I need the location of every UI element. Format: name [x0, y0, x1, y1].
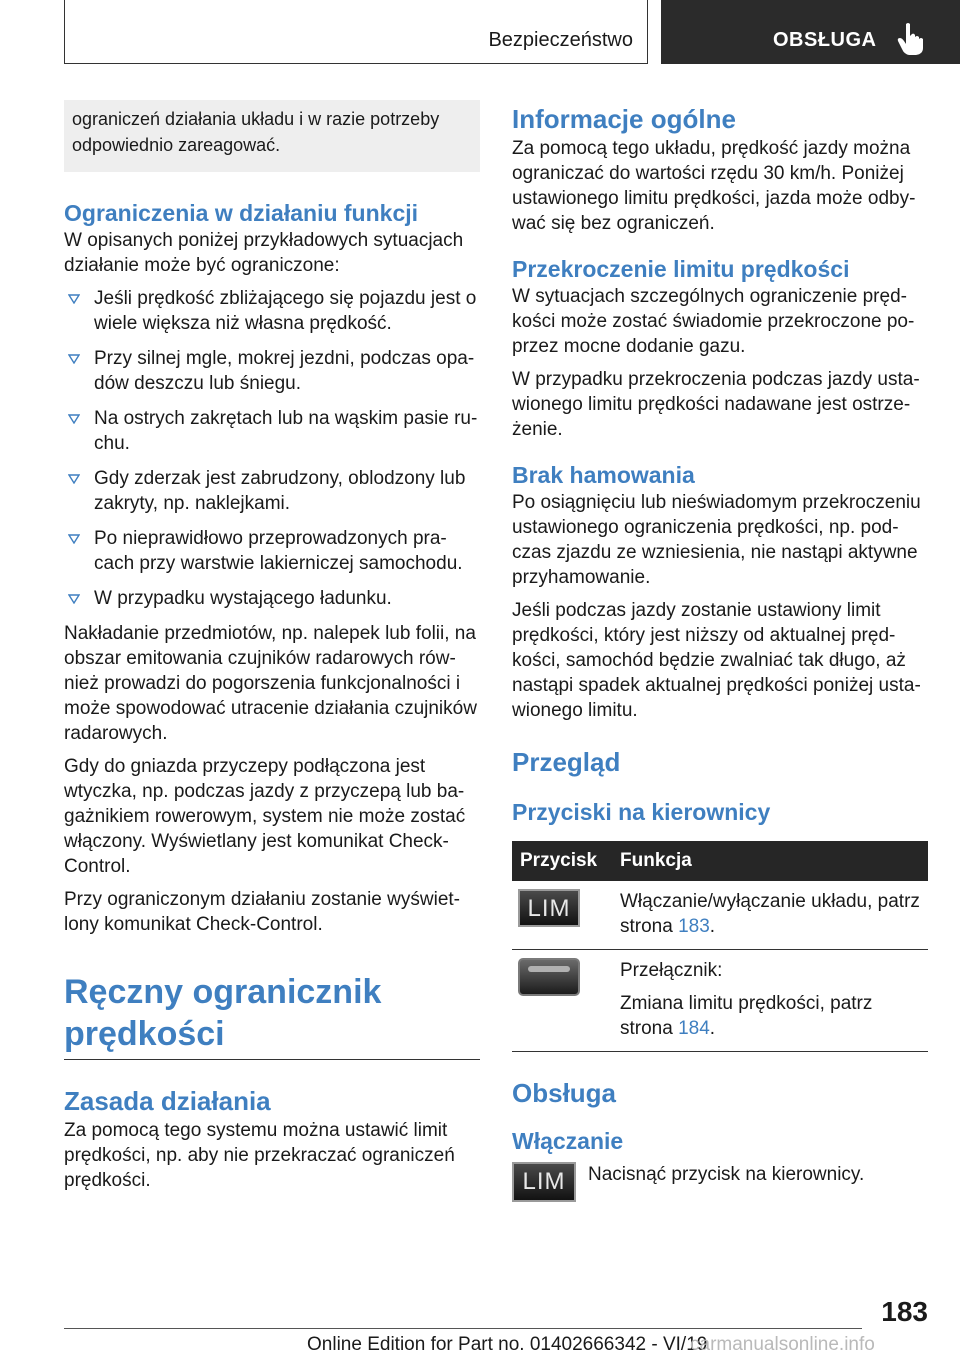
list-item-text: Gdy zderzak jest zabrudzony, oblodzony lub zakryty, np. naklejkami.	[94, 468, 466, 514]
list-item	[64, 346, 480, 396]
table-cell-icon	[512, 950, 612, 1052]
buttons-heading: Przyciski na kierownicy	[512, 799, 771, 825]
limits-list	[64, 286, 480, 611]
list-item	[64, 286, 480, 336]
exceed-text-1: W sytuacjach szczególnych ograniczenie prędkości może zostać świadomie przekroczone poprzez mocne dodanie gazu.	[512, 286, 915, 357]
col-header-button: Przycisk	[512, 841, 612, 881]
page-link-183[interactable]: 183	[678, 916, 710, 937]
chapter-title: OBSŁUGA	[773, 29, 877, 51]
watermark: carmanualsonline.info	[690, 1334, 875, 1355]
triangle-bullet-icon	[68, 594, 80, 604]
row2-text-a: Przełącznik:	[620, 960, 723, 981]
list-item	[64, 526, 480, 576]
operation-heading: Obsługa	[512, 1078, 617, 1108]
table-cell-function: Włączanie/wyłączanie układu, patrz strona 183.	[612, 881, 928, 950]
footer-rule	[64, 1328, 862, 1329]
list-item-text: W przypadku wystającego ładunku.	[94, 588, 392, 609]
section-title: Bezpieczeństwo	[488, 29, 633, 51]
general-heading: Informacje ogólne	[512, 104, 736, 134]
left-column	[64, 100, 480, 1201]
main-heading	[64, 971, 480, 1055]
col-header-function: Funkcja	[612, 841, 928, 881]
list-item-text: Przy silnej mgle, mokrej jezdni, podczas opadów deszczu lub śniegu.	[94, 348, 475, 394]
list-item	[64, 406, 480, 456]
page-link-184[interactable]: 184	[678, 1018, 710, 1039]
list-item-text: Po nieprawidłowo przeprowadzonych pracach przy warstwie lakierniczej samochodu.	[94, 528, 463, 574]
lim-button-icon: LIM	[512, 1162, 576, 1202]
section-header-tab	[64, 0, 648, 64]
braking-text-1: Po osiągnięciu lub nieświadomym przekroczeniu ustawionego ograniczenia prędkości, np. podczas zjazdu ze wzniesienia, nie nastąpi aktywne przyhamowanie.	[512, 492, 921, 588]
page-number: 183	[881, 1296, 928, 1327]
table-row	[512, 881, 928, 950]
exceed-heading: Przekroczenie limitu prędkości	[512, 256, 850, 282]
list-item-text: Jeśli prędkość zbliżającego się pojazdu jest o wiele większa niż własna prędkość.	[94, 288, 477, 334]
switch-on-heading: Włączanie	[512, 1128, 624, 1154]
triangle-bullet-icon	[68, 414, 80, 424]
rocker-switch-icon	[518, 958, 580, 996]
edition-text: Online Edition for Part no. 01402666342 - VI/19	[307, 1334, 708, 1355]
table-cell-icon	[512, 881, 612, 950]
triangle-bullet-icon	[68, 474, 80, 484]
chapter-header-tab	[661, 0, 960, 64]
principle-heading: Zasada działania	[64, 1086, 271, 1116]
table-header-row	[512, 841, 928, 881]
hand-pointer-icon	[897, 22, 925, 56]
exceed-text-2: W przypadku przekroczenia podczas jazdy ustawionego limitu prędkości nadawane jest ostrzeżenie.	[512, 369, 920, 440]
table-cell-function: Przełącznik: Zmiana limitu prędkości, patrz strona 184.	[612, 950, 928, 1052]
main-heading-line1: Ręczny ogranicznik	[64, 973, 382, 1011]
limits-heading: Ograniczenia w działaniu funkcji	[64, 200, 419, 226]
buttons-table	[512, 841, 928, 1052]
lim-button-icon: LIM	[518, 889, 580, 927]
triangle-bullet-icon	[68, 354, 80, 364]
braking-heading: Brak hamowania	[512, 462, 695, 488]
list-item-text: Na ostrych zakrętach lub na wąskim pasie ruchu.	[94, 408, 478, 454]
braking-text-2: Jeśli podczas jazdy zostanie ustawiony limit prędkości, który jest niższy od aktualnej prędkości, samochód będzie zwalniać tak długo, aż nastąpi spadek aktualnej prędkości poniżej ustawionego limitu.	[512, 600, 921, 721]
limits-intro: W opisanych poniżej przykładowych sytuacjach działanie może być ograniczone:	[64, 230, 464, 276]
triangle-bullet-icon	[68, 294, 80, 304]
trailer-paragraph: Gdy do gniazda przyczepy podłączona jest wtyczka, np. podczas jazdy z przyczepą lub bagażnikiem rowerowym, system nie może zostać włączony. Wyświetlany jest komunikat Check-Control.	[64, 756, 466, 877]
radar-paragraph: Nakładanie przedmiotów, np. nalepek lub folii, na obszar emitowania czujników radarowych również prowadzi do pogorszenia funkcjonalności i może spowodować utracenie działania czujników radarowych.	[64, 623, 477, 744]
switch-on-row	[512, 1162, 928, 1202]
check-control-paragraph: Przy ograniczonym działaniu zostanie wyświetlony komunikat Check-Control.	[64, 889, 460, 935]
list-item	[64, 466, 480, 516]
row1-text: Włączanie/wyłączanie układu, patrz strona	[620, 891, 920, 937]
general-text: Za pomocą tego układu, prędkość jazdy można ograniczać do wartości rzędu 30 km/h. Poniżej ustawionego limitu prędkości, jazda może odbywać się bez ograniczeń.	[512, 138, 916, 234]
main-heading-line2: prędkości	[64, 1015, 225, 1053]
switch-on-text: Nacisnąć przycisk na kierownicy.	[588, 1164, 865, 1185]
note-box	[64, 100, 480, 172]
table-row	[512, 950, 928, 1052]
overview-heading: Przegląd	[512, 747, 621, 777]
triangle-bullet-icon	[68, 534, 80, 544]
principle-text: Za pomocą tego systemu można ustawić limit prędkości, np. aby nie przekraczać ograniczeń prędkości.	[64, 1120, 455, 1191]
heading-rule	[64, 1059, 480, 1060]
right-column	[512, 100, 928, 1202]
row2-text-b: Zmiana limitu prędkości, patrz strona	[620, 993, 873, 1039]
note-text: ograniczeń działania układu i w razie potrzeby odpowiednio zareagować.	[72, 109, 440, 155]
list-item	[64, 586, 480, 611]
